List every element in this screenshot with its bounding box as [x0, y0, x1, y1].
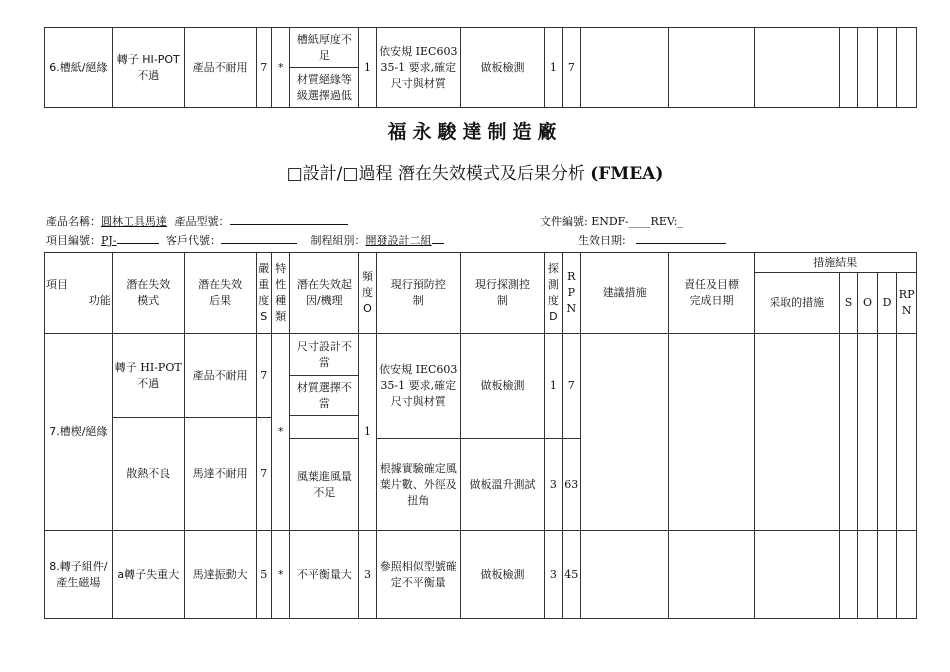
header-item-line1: 項目	[46, 278, 68, 291]
top-detection-rating: 1	[545, 28, 562, 108]
row8-recommended	[581, 531, 669, 619]
header-actions-taken: 采取的措施	[754, 273, 839, 334]
row7-prevention-a: 依安規 IEC60335-1 要求,確定尺寸與材質	[376, 334, 460, 439]
effective-date-blank	[636, 232, 726, 244]
top-responsibility	[669, 28, 754, 108]
row7-cause-a2: 材質選擇不當	[290, 376, 359, 416]
process-group-blank	[432, 232, 444, 244]
top-rpn: 7	[562, 28, 580, 108]
row7-d	[877, 334, 897, 531]
row7-detection-rating-b: 3	[545, 439, 562, 531]
document-title-zh: □設計/□過程 潛在失效模式及后果分析	[286, 164, 585, 184]
row7-severity-b: 7	[256, 418, 271, 531]
row7-rpn-b: 63	[562, 439, 580, 531]
row8-prevention: 參照相似型號確定不平衡量	[376, 531, 460, 619]
document-title	[0, 159, 950, 184]
row8-detection: 做板檢測	[460, 531, 544, 619]
document-title-en: (FMEA)	[590, 164, 664, 184]
header-responsibility: 責任及目標完成日期	[669, 253, 754, 334]
header-severity: 嚴重度S	[256, 253, 271, 334]
row8-d	[877, 531, 897, 619]
process-group-value: 開發設計二組	[365, 234, 432, 247]
row7-mode-a: 轉子 HI-POT 不過	[112, 334, 184, 418]
row8-effect: 馬達振動大	[184, 531, 256, 619]
header-detection-rating: 探測度D	[545, 253, 562, 334]
product-name-label: 產品名稱：	[46, 215, 101, 228]
top-item: 6.槽紙/絕緣	[45, 28, 113, 108]
top-cause-2: 材質絕緣等級選擇過低	[290, 68, 359, 108]
top-class: *	[271, 28, 289, 108]
row8-class: *	[271, 531, 289, 619]
top-severity: 7	[256, 28, 271, 108]
row8-responsibility	[669, 531, 754, 619]
row7-mode-b: 散熱不良	[112, 418, 184, 531]
row7-responsibility	[669, 334, 754, 531]
row7-actions	[754, 334, 839, 531]
top-occurrence: 1	[359, 28, 376, 108]
row7-cause-empty	[290, 416, 359, 439]
row7-recommended	[581, 334, 669, 531]
top-o	[858, 28, 878, 108]
customer-code-label: 客戶代號：	[166, 234, 222, 247]
row8-occurrence: 3	[359, 531, 376, 619]
row7-o	[858, 334, 878, 531]
row8-mode: a轉子失重大	[112, 531, 184, 619]
top-s	[839, 28, 857, 108]
row7-effect-b: 馬達不耐用	[184, 418, 256, 531]
row7-detection-rating-a: 1	[545, 334, 562, 439]
row8-detection-rating: 3	[545, 531, 562, 619]
header-class: 特性種類	[271, 253, 289, 334]
project-no-label: 項目編號：	[46, 234, 101, 247]
project-no-blank	[117, 232, 159, 244]
row7-s	[839, 334, 857, 531]
row7-rpn-a: 7	[562, 334, 580, 439]
header-prevention: 現行預防控制	[376, 253, 460, 334]
top-effect: 產品不耐用	[184, 28, 256, 108]
product-name-value: 圓林工具馬達	[101, 215, 167, 228]
row8-actions	[754, 531, 839, 619]
top-d	[877, 28, 897, 108]
info-line-2	[46, 232, 626, 248]
header-recommended: 建議措施	[581, 253, 669, 334]
row7-effect-a: 產品不耐用	[184, 334, 256, 418]
top-recommended	[581, 28, 669, 108]
row7-cause-a1: 尺寸設計不當	[290, 334, 359, 376]
row8-severity: 5	[256, 531, 271, 619]
header-results: 措施結果	[754, 253, 916, 273]
row7-detection-a: 做板檢測	[460, 334, 544, 439]
row8-item: 8.轉子組件/產生磁場	[45, 531, 113, 619]
header-mode: 潛在失效模式	[112, 253, 184, 334]
row7-prevention-b: 根據實驗確定風葉片數、外徑及扭角	[376, 439, 460, 531]
header-item-line2: 功能	[88, 294, 111, 307]
fmea-main-table	[44, 252, 917, 619]
row8-rpn2	[897, 531, 917, 619]
header-rpn2: RPN	[897, 273, 917, 334]
row8-s	[839, 531, 857, 619]
row8-cause: 不平衡量大	[290, 531, 359, 619]
doc-number: 文件編號: ENDF-____REV:_	[540, 215, 683, 228]
header-occurrence: 頻度O	[359, 253, 376, 334]
top-prevention: 依安規 IEC60335-1 要求,確定尺寸與材質	[376, 28, 460, 108]
header-effect: 潛在失效后果	[184, 253, 256, 334]
project-no-value: PJ-	[101, 234, 117, 247]
info-line-1	[46, 213, 683, 229]
header-o: O	[858, 273, 878, 334]
header-item	[45, 253, 113, 334]
top-rpn2	[897, 28, 917, 108]
fmea-top-table	[44, 27, 917, 108]
row7-class: *	[271, 334, 289, 531]
top-cause-1: 槽紙厚度不足	[290, 28, 359, 68]
row8-rpn: 45	[562, 531, 580, 619]
header-d: D	[877, 273, 897, 334]
row7-item: 7.槽楔/絕緣	[45, 334, 113, 531]
top-actions	[754, 28, 839, 108]
header-s: S	[839, 273, 857, 334]
header-detection: 現行探測控制	[460, 253, 544, 334]
row7-severity-a: 7	[256, 334, 271, 418]
header-rpn: RPN	[562, 253, 580, 334]
row7-rpn2	[897, 334, 917, 531]
top-detection: 做板檢測	[460, 28, 544, 108]
top-mode: 轉子 HI-POT 不過	[112, 28, 184, 108]
product-model-label: 產品型號：	[174, 215, 230, 228]
customer-code-blank	[221, 232, 297, 244]
process-group-label: 制程組別：	[310, 234, 366, 247]
row7-occurrence: 1	[359, 334, 376, 531]
product-model-blank	[230, 213, 348, 225]
row8-o	[858, 531, 878, 619]
header-cause: 潛在失效起因/機理	[290, 253, 359, 334]
factory-title: 福永駿達制造廠	[387, 121, 563, 143]
effective-date-label: 生效日期:	[578, 234, 626, 247]
row7-detection-b: 做板溫升測試	[460, 439, 544, 531]
row7-cause-b: 風葉進風量不足	[290, 439, 359, 531]
